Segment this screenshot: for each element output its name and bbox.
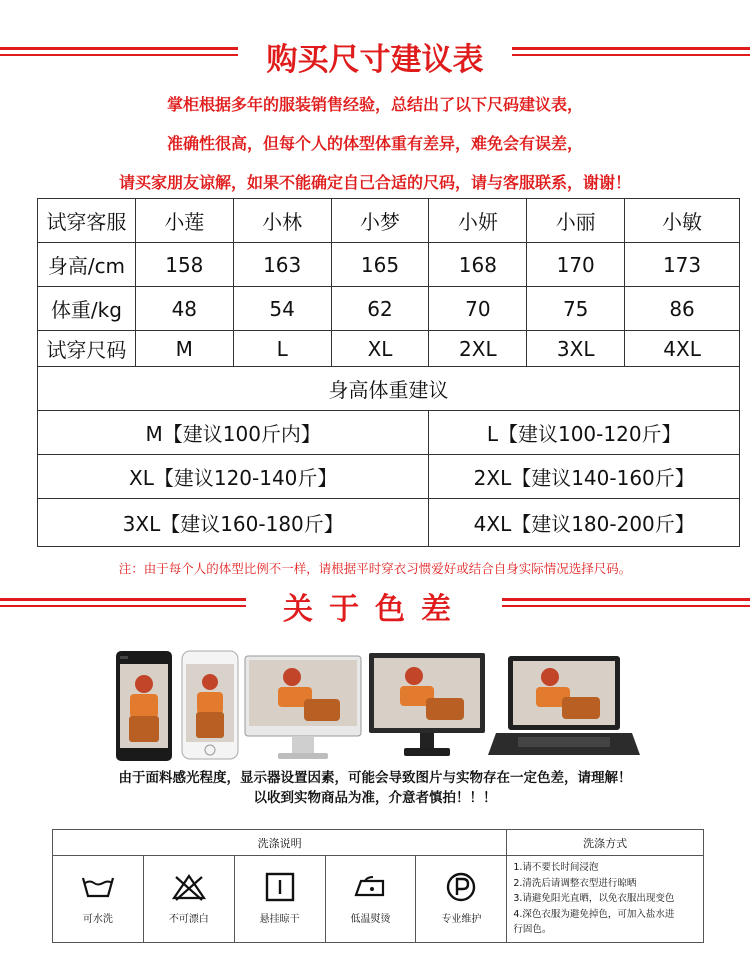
laptop-device [488,655,640,763]
wash-icon-cell [234,856,325,943]
color-caption-2: 以收到实物商品为准，介意者慎拍！！！ [253,790,497,806]
model-name: 小梦 [331,199,429,243]
model-row [38,199,740,243]
wash-method-item: 2.清洗后请调整衣型进行晾晒 [513,877,637,889]
wash-method-item: 1.请不要长时间浸泡 [513,862,599,873]
hang-dry-icon [265,872,295,902]
weight-value: 86 [625,287,740,331]
wash-icon-cell [325,856,416,943]
weight-value: 54 [233,287,331,331]
size-table [37,198,740,547]
height-value: 173 [625,243,740,287]
wash-icon-cell [416,856,507,943]
row-label-model: 试穿客服 [38,199,136,243]
color-title: 关于色差 [283,592,467,627]
desktop-device [244,655,362,765]
model-name: 小妍 [429,199,527,243]
wash-icon-label: 低温熨烫 [350,914,391,925]
phone-device [115,650,173,766]
size-value: 4XL [625,331,740,367]
weight-value: 75 [527,287,625,331]
wash-icon-label: 可水洗 [82,914,113,925]
wash-icon-cell [143,856,234,943]
page-title: 购买尺寸建议表 [266,42,484,78]
suggestion-cell: 4XL【建议180-200斤】 [429,499,740,547]
weight-value: 62 [331,287,429,331]
suggestion-cell: 3XL【建议160-180斤】 [38,499,429,547]
size-row [38,331,740,367]
hand-wash-icon [81,874,115,900]
wash-icon-cell [53,856,144,943]
suggestion-cell: M【建议100斤内】 [38,411,429,455]
wash-table [52,829,704,943]
suggestion-cell: L【建议100-120斤】 [429,411,740,455]
height-value: 165 [331,243,429,287]
wash-method-item: 4.深色衣服为避免掉色，可加入盐水进 [513,908,675,920]
suggestion-row [38,411,740,455]
height-row [38,243,740,287]
suggestion-title: 身高体重建议 [38,367,740,411]
wash-icon-label: 悬挂晾干 [259,914,300,925]
size-value: L [233,331,331,367]
weight-value: 48 [135,287,233,331]
low-iron-icon [353,875,389,899]
smartphone-device [181,650,239,764]
no-bleach-icon [172,873,206,901]
size-value: M [135,331,233,367]
suggestion-row [38,455,740,499]
intro-line-3: 请买家朋友谅解，如果不能确定自己合适的尺码，请与客服联系，谢谢！ [118,173,631,192]
color-caption-1: 由于面料感光程度，显示器设置因素，可能会导致图片与实物存在一定色差，请理解！ [118,770,632,786]
intro-line-2: 准确性很高，但每个人的体型体重有差异，难免会有误差， [166,134,583,153]
row-label-height: 身高/cm [38,243,136,287]
monitor-device [368,652,486,764]
model-name: 小敏 [625,199,740,243]
suggestion-cell: 2XL【建议140-160斤】 [429,455,740,499]
wash-method-item: 行固色。 [513,924,552,935]
height-value: 170 [527,243,625,287]
intro-line-1: 掌柜根据多年的服装销售经验，总结出了以下尺码建议表， [166,95,583,114]
weight-value: 70 [429,287,527,331]
suggestion-cell: XL【建议120-140斤】 [38,455,429,499]
model-name: 小莲 [135,199,233,243]
size-value: XL [331,331,429,367]
wash-method-item: 3.请避免阳光直晒，以免衣服出现变色 [513,893,675,904]
wash-method-title: 洗涤方式 [507,830,704,856]
height-value: 158 [135,243,233,287]
size-value: 2XL [429,331,527,367]
weight-row [38,287,740,331]
size-note: 注：由于每个人的体型比例不一样，请根据平时穿衣习惯爱好或结合自身实际情况选择尺码。 [118,561,632,576]
height-value: 168 [429,243,527,287]
wash-icon-label: 不可漂白 [168,914,209,925]
height-value: 163 [233,243,331,287]
size-value: 3XL [527,331,625,367]
wash-icon-label: 专业维护 [441,914,482,925]
wash-instructions-title: 洗涤说明 [53,830,507,856]
suggestion-row [38,499,740,547]
model-name: 小林 [233,199,331,243]
row-label-weight: 体重/kg [38,287,136,331]
wash-method-list [507,856,704,943]
model-name: 小丽 [527,199,625,243]
row-label-size: 试穿尺码 [38,331,136,367]
professional-care-icon [445,871,477,903]
